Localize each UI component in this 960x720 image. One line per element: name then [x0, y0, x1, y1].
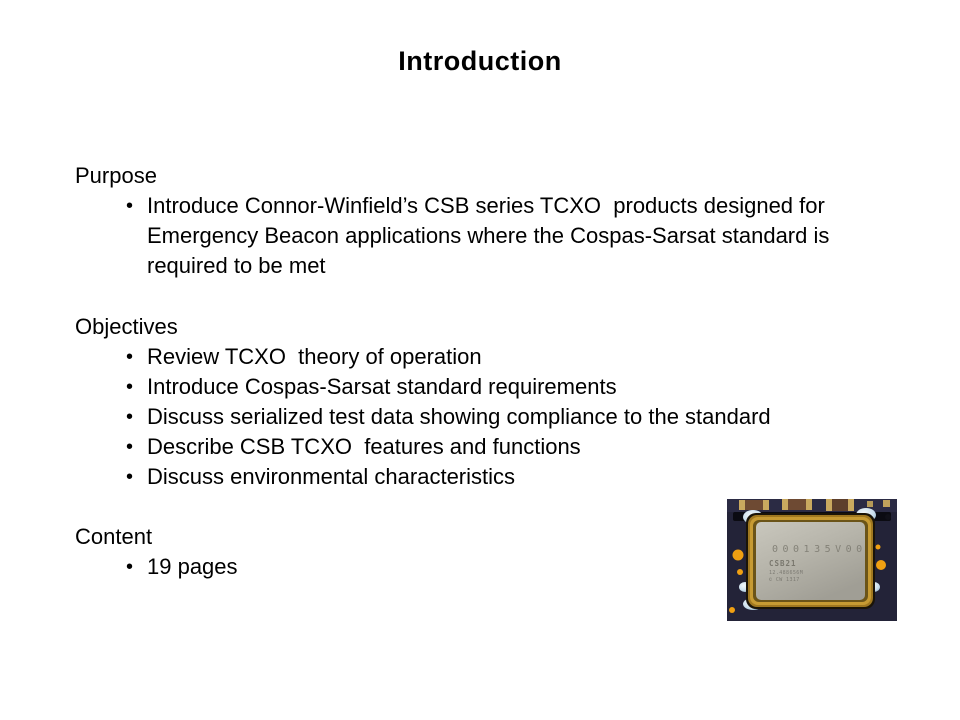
- bullet-item: • Introduce Connor-Winfield’s CSB series TCXO products designed for Emergency Beacon applications where the Cospas-Sarsat standard is required to be met: [75, 191, 885, 281]
- slide-title: Introduction: [398, 46, 562, 76]
- content-heading: Content: [75, 524, 153, 549]
- chip-marking-frequency: 12.488656M: [769, 570, 804, 576]
- section-purpose: [75, 161, 885, 281]
- purpose-bullet-list: [75, 191, 885, 281]
- bullet-item: • Review TCXO theory of operation: [75, 342, 885, 372]
- bullet-item: • 19 pages: [75, 552, 885, 582]
- bullet-item: • Discuss serialized test data showing compliance to the standard: [75, 402, 885, 432]
- tcxo-chip-photo: [727, 499, 897, 621]
- chip-marking-copyright: © CW 1317: [769, 577, 800, 583]
- bullet-item: • Discuss environmental characteristics: [75, 462, 885, 492]
- tcxo-package: [746, 513, 875, 609]
- objectives-bullet-list: [75, 342, 885, 492]
- tcxo-chip-photo-graphic: [727, 499, 897, 621]
- chip-marking-serial: 000135V00: [772, 544, 867, 555]
- purpose-heading: Purpose: [75, 163, 157, 188]
- chip-marking-model: CSB21: [769, 559, 797, 568]
- bullet-item: • Introduce Cospas-Sarsat standard requirements: [75, 372, 885, 402]
- objectives-heading: Objectives: [75, 314, 178, 339]
- section-objectives: [75, 312, 885, 492]
- bullet-item: • Describe CSB TCXO features and functions: [75, 432, 885, 462]
